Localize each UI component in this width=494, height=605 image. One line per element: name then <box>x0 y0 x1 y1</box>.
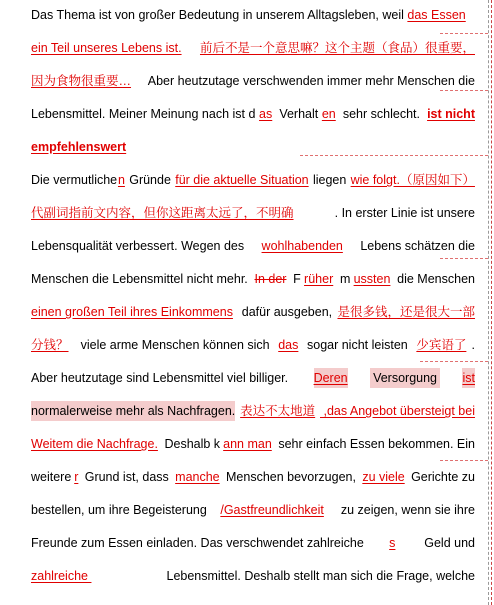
tracked-insertion: 表达不太地道 <box>240 404 316 418</box>
text-segment: Lebensqualität verbessert. Wegen des <box>31 239 248 253</box>
tracked-insertion: zahlreiche <box>31 569 92 583</box>
comment-connector <box>440 460 488 461</box>
text-segment: Lebens schätzen die <box>356 239 475 253</box>
tracked-deletion: In der <box>254 272 287 286</box>
tracked-insertion: das Essen <box>407 8 466 22</box>
text-line <box>31 5 475 25</box>
text-line <box>31 203 475 223</box>
text-segment: Gerichte zu <box>407 470 475 484</box>
text-segment: Aber heutzutage verschwenden immer mehr Menschen die <box>144 74 475 88</box>
text-line <box>31 533 475 553</box>
text-line <box>31 71 475 91</box>
text-segment: Menschen bevorzugen, <box>222 470 360 484</box>
text-segment: m <box>336 272 351 286</box>
tracked-insertion: rüher <box>304 272 334 286</box>
tracked-insertion: wie folgt.（原因如下） <box>350 173 475 187</box>
text-segment: Die vermutliche <box>31 173 118 187</box>
tracked-insertion: das <box>278 338 299 352</box>
tracked-insertion: zu viele <box>362 470 405 484</box>
tracked-insertion: ussten <box>353 272 391 286</box>
text-segment: Gründe <box>125 173 175 187</box>
text-segment: sehr schlecht. <box>339 107 424 121</box>
text-segment: weitere <box>31 470 72 484</box>
text-line <box>31 38 475 58</box>
text-segment: Lebensmittel. Meiner Meinung nach ist d <box>31 107 256 121</box>
tracked-insertion: /Gastfreundlichkeit <box>220 503 324 517</box>
tracked-insertion: Weitem die Nachfrage. <box>31 437 158 451</box>
text-segment: zu zeigen, wenn sie ihre <box>337 503 475 517</box>
text-line <box>31 368 475 388</box>
tracked-insertion: einen großen Teil ihres Einkommens <box>31 305 233 319</box>
tracked-insertion: n <box>117 173 125 187</box>
text-line <box>31 401 475 421</box>
text-segment: Das Thema ist von großer Bedeutung in unserem Alltagsleben, weil <box>31 8 408 22</box>
tracked-insertion: ann man <box>223 437 272 451</box>
text-segment: Aber heutzutage sind Lebensmittel viel billiger. <box>31 371 292 385</box>
tracked-insertion: ist nicht <box>427 107 475 121</box>
text-line <box>31 104 475 124</box>
text-segment: Lebensmittel. Deshalb stellt man sich die Frage, welche <box>163 569 475 583</box>
tracked-insertion: für die aktuelle Situation <box>175 173 309 187</box>
tracked-insertion: 少宾语了 <box>416 338 467 352</box>
text-line <box>31 467 475 487</box>
text-segment: Verhalt <box>275 107 319 121</box>
comment-connector <box>440 258 488 259</box>
text-segment: dafür ausgeben, <box>238 305 333 319</box>
text-segment: Versorgung <box>370 368 441 388</box>
text-segment: Menschen die Lebensmittel nicht mehr. <box>31 272 252 286</box>
revision-margin-line <box>488 0 489 605</box>
text-segment: F <box>289 272 301 286</box>
text-segment: . <box>471 338 475 352</box>
text-line <box>31 236 475 256</box>
tracked-insertion: 分钱？ <box>31 338 69 352</box>
text-segment: sogar nicht leisten <box>303 338 412 352</box>
comment-connector <box>440 33 488 34</box>
tracked-insertion: 前后不是一个意思嘛？这个主题（食品）很重要， <box>199 41 475 55</box>
tracked-insertion: manche <box>175 470 220 484</box>
text-segment: . In erster Linie ist unsere <box>334 206 475 220</box>
tracked-insertion: ist <box>462 368 475 388</box>
tracked-insertion: s <box>389 536 396 550</box>
text-line <box>31 434 475 454</box>
text-segment: bestellen, um ihre Begeisterung <box>31 503 207 517</box>
tracked-insertion: en <box>321 107 336 121</box>
text-segment: die Menschen <box>393 272 475 286</box>
text-segment: Grund ist, dass <box>81 470 173 484</box>
text-line <box>31 137 475 157</box>
text-segment: Freunde zum Essen einladen. Das verschwendet zahlreiche <box>31 536 364 550</box>
text-segment: sehr einfach Essen bekommen. Ein <box>274 437 475 451</box>
tracked-insertion: Deren <box>314 368 348 388</box>
tracked-insertion: ,das Angebot übersteigt bei <box>320 404 475 418</box>
comment-connector <box>420 361 488 362</box>
tracked-insertion: empfehlenswert <box>31 140 127 154</box>
text-line <box>31 335 475 355</box>
text-segment: normalerweise mehr als Nachfragen. <box>31 401 235 421</box>
text-segment: Deshalb k <box>161 437 221 451</box>
text-segment: viele arme Menschen können sich <box>73 338 274 352</box>
text-segment: Geld und <box>420 536 475 550</box>
tracked-insertion: ein Teil unseres Lebens ist. <box>31 41 182 55</box>
text-line <box>31 170 475 190</box>
comment-margin-line <box>491 0 492 605</box>
text-segment: liegen <box>309 173 350 187</box>
tracked-insertion: as <box>259 107 273 121</box>
text-line <box>31 500 475 520</box>
tracked-insertion: 代副词指前文内容，但你这距离太远了，不明确 <box>31 206 294 220</box>
tracked-insertion: wohlhabenden <box>261 239 343 253</box>
tracked-insertion: 是很多钱，还是很大一部 <box>337 305 475 319</box>
text-line <box>31 302 475 322</box>
text-line <box>31 269 475 289</box>
text-line <box>31 566 475 586</box>
tracked-insertion: 因为食物很重要… <box>31 74 132 88</box>
tracked-insertion: r <box>74 470 79 484</box>
